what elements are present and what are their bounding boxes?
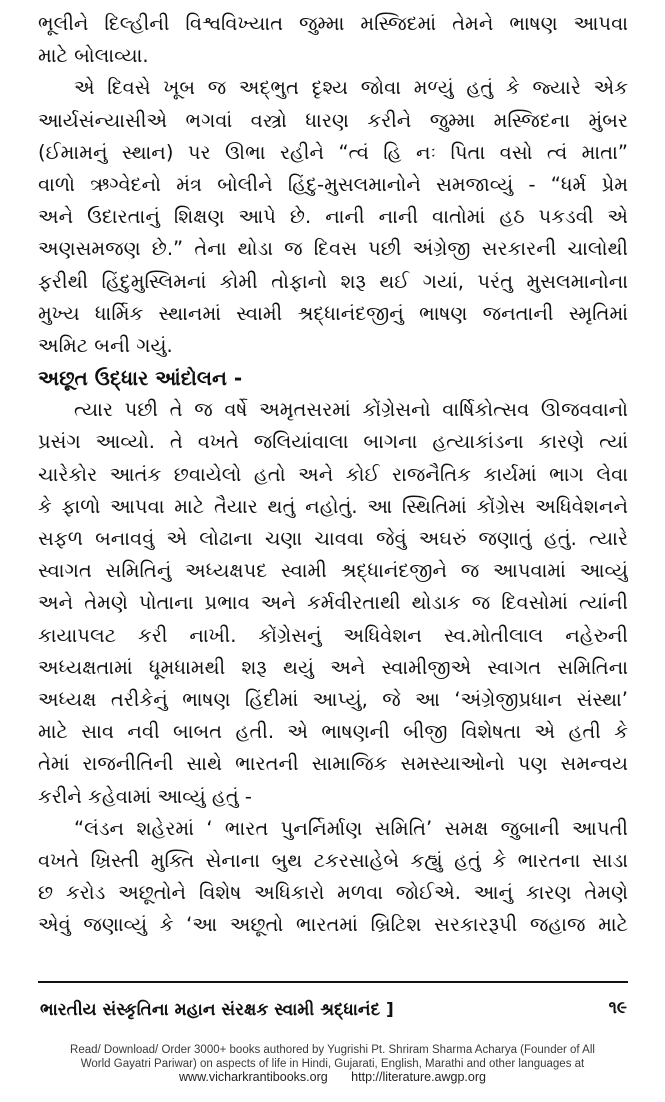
paragraph-block-2 xyxy=(38,394,628,941)
footer-book-title: ભારતીય સંસ્કૃતિના મહાન સંરક્ષક સ્વામી શ્રદ્ધાનંદ ] xyxy=(40,1000,394,1020)
section-heading: અછૂત ઉદ્ધાર આંદોલન - xyxy=(38,366,243,391)
text-line: આર્યસંન્યાસીએ ભગવાં વસ્ત્રો ધારણ કરીને જુમ્મા મસ્જિદના મુંબર xyxy=(38,108,628,132)
text-line: ફરીથી હિંદુમુસ્લિમનાં કોમી તોફાનો શરૂ થઈ ગયાં, પરંતુ મુસલમાનોના xyxy=(38,269,628,293)
text-line: “લંડન શહેરમાં ‘ ભારત પુનર્નિર્માણ સમિતિ’ સમક્ષ જુબાની આપતી xyxy=(74,816,628,840)
text-line: અધ્યક્ષતામાં ધૂમધામથી શરૂ થયું અને સ્વામીજીએ સ્વાગત સમિતિના xyxy=(38,655,628,679)
text-line: અધ્યક્ષ તરીકેનું ભાષણ હિંદીમાં આપ્યું, જે આ ‘અંગ્રેજીપ્રધાન સંસ્થા’ xyxy=(38,687,628,711)
text-line: માટે બોલાવ્યા. xyxy=(38,44,149,68)
credits-block xyxy=(0,1044,665,1085)
credits-links xyxy=(0,1071,665,1085)
text-line: ત્યાર પછી તે જ વર્ષે અમૃતસરમાં કોંગ્રેસનો વાર્ષિકોત્સવ ઊજવવાનો xyxy=(74,398,628,422)
text-line: (ઈમામનું સ્થાન) પર ઊભા રહીને “ત્વં હિ નઃ પિતા વસો ત્વં માતા” xyxy=(38,140,628,164)
page-number: ૧૯ xyxy=(608,998,627,1018)
text-line: અને ઉદારતાનું શિક્ષણ આપે છે. નાની નાની વાતોમાં હઠ પકડવી એ xyxy=(38,205,628,229)
text-line: વાળો ઋગ્વેદનો મંત્ર બોલીને હિંદુ-મુસલમાનોને સમજાવ્યું - “ધર્મ પ્રેમ xyxy=(38,172,628,196)
text-line: એ દિવસે ખૂબ જ અદ્‌ભુત દૃશ્ય જોવા મળ્યું હતું કે જ્યારે એક xyxy=(74,76,628,100)
text-line: સ્વાગત સમિતિનું અધ્યક્ષપદ સ્વામી શ્રદ્ધાનંદજીને જ આપવામાં આવ્યું xyxy=(38,559,628,583)
footer-divider xyxy=(38,981,628,983)
text-line: કે ફાળો આપવા માટે તૈયાર થતું નહોતું. આ સ્થિતિમાં કોંગ્રેસ અધિવેશનને xyxy=(38,494,628,518)
text-line: અણસમજણ છે.” તેના થોડા જ દિવસ પછી અંગ્રેજી સરકારની ચાલોથી xyxy=(38,237,628,261)
text-line: અમિટ બની ગયું. xyxy=(38,333,173,357)
text-line: માટે સાવ નવી બાબત હતી. એ ભાષણની બીજી વિશેષતા એ હતી કે xyxy=(38,720,628,744)
text-line: સફળ બનાવવું એ લોઢાના ચણા ચાવવા જેવું અઘરું જણાતું હતું. ત્યારે xyxy=(38,527,628,550)
text-line: કાયાપલટ કરી નાખી. કોંગ્રેસનું અધિવેશન સ્વ.મોતીલાલ નહેરુની xyxy=(38,623,628,647)
credits-line-2: World Gayatri Pariwar) on aspects of life in Hindi, Gujarati, English, Marathi and other languages at xyxy=(80,1057,585,1070)
text-line: મુખ્ય ધાર્મિક સ્થાનમાં સ્વામી શ્રદ્ધાનંદજીનું ભાષણ જનતાની સ્મૃતિમાં xyxy=(38,301,628,325)
text-line: ચારેકોર આતંક છવાયેલો હતો અને કોઈ રાજનૈતિક કાર્યમાં ભાગ લેવા xyxy=(38,462,628,486)
credits-line-1: Read/ Download/ Order 3000+ books authored by Yugrishi Pt. Shriram Sharma Acharya (Founder of All xyxy=(70,1044,595,1056)
text-line: ભૂલીને દિલ્હીની વિશ્વવિખ્યાત જુમ્મા મસ્જિદમાં તેમને ભાષણ આપવા xyxy=(38,12,628,35)
text-line: કરીને કહેવામાં આવ્યું હતું - xyxy=(38,784,252,808)
text-line: તેમાં રાજનીતિની સાથે ભારતની સામાજિક સમસ્યાઓનો પણ સમન્વય xyxy=(38,752,628,776)
link-vicharkrantibooks[interactable]: www.vicharkrantibooks.org xyxy=(179,1070,328,1084)
text-line: પ્રસંગ આવ્યો. તે વખતે જલિયાંવાલા બાગના હત્યાકાંડના કારણે ત્યાં xyxy=(38,430,628,454)
link-literature-awgp[interactable]: http://literature.awgp.org xyxy=(351,1070,486,1084)
text-line: અને તેમણે પોતાના પ્રભાવ અને કર્મવીરતાથી થોડાક જ દિવસોમાં ત્યાંની xyxy=(38,591,628,615)
text-line: વખતે ખ્રિસ્તી મુક્તિ સેનાના બુથ ટકરસાહેબે કહ્યું હતું કે ભારતના સાડા xyxy=(38,848,628,872)
page-body xyxy=(38,8,628,941)
text-line: છ કરોડ અછૂતોને વિશેષ અધિકારો મળવા જોઈએ. આનું કારણ તેમણે xyxy=(38,881,628,905)
paragraph-block-1 xyxy=(38,8,628,362)
text-line: એવું જણાવ્યું કે ‘આ અછૂતો ભારતમાં બ્રિટિશ સરકારરૂપી જહાજ માટે xyxy=(38,913,628,937)
